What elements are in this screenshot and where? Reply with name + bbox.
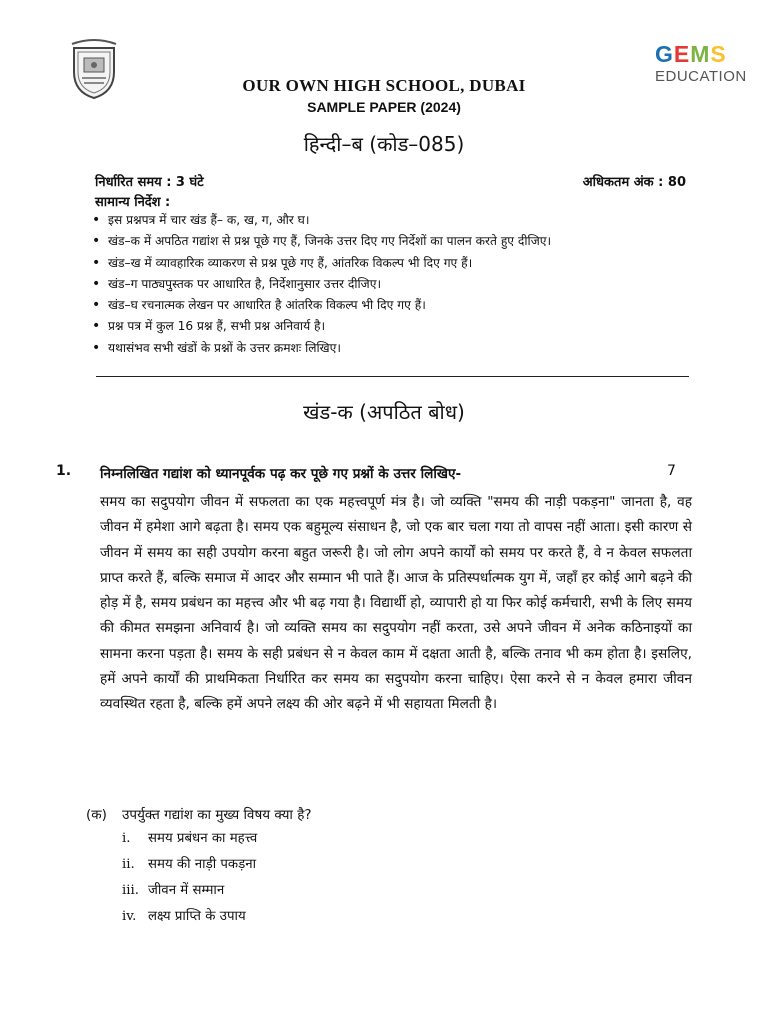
option-number: i. [122,831,131,846]
option-item [122,904,257,930]
option-text: समय की नाड़ी पकड़ना [148,857,257,872]
option-text: समय प्रबंधन का महत्त्व [148,831,258,846]
option-number: iii. [122,883,139,898]
school-name: OUR OWN HIGH SCHOOL, DUBAI [242,76,526,95]
instruction-item: • इस प्रश्नपत्र में चार खंड हैं– क, ख, ग, और घ। [92,210,551,231]
section-title: खंड-क (अपठित बोध) [303,400,465,424]
instruction-item: • प्रश्न पत्र में कुल 16 प्रश्न हैं, सभी प्रश्न अनिवार्य है। [92,316,551,337]
options-list [122,826,257,930]
instruction-item: • यथासंभव सभी खंडों के प्रश्नों के उत्तर क्रमशः लिखिए। [92,338,551,359]
gems-subtitle: EDUCATION [655,68,747,85]
question-text: निम्नलिखित गद्यांश को ध्यानपूर्वक पढ़ कर पूछे गए प्रश्नों के उत्तर लिखिए- [100,466,462,482]
time-allowed: निर्धारित समय : 3 घंटे [95,175,204,190]
gems-wordmark: GEMS [655,41,727,67]
question-number: 1. [56,463,72,479]
option-number: ii. [122,857,135,872]
option-number: iv. [122,909,137,924]
instruction-item: • खंड–घ रचनात्मक लेखन पर आधारित है आंतरिक विकल्प भी दिए गए हैं। [92,295,551,316]
divider-line [96,376,689,377]
instruction-item: • खंड–ख में व्यावहारिक व्याकरण से प्रश्न पूछे गए हैं, आंतरिक विकल्प भी दिए गए हैं। [92,253,551,274]
option-item [122,852,257,878]
subquestion-label: (क) [86,807,107,823]
instruction-item: • खंड–क में अपठित गद्यांश से प्रश्न पूछे गए हैं, जिनके उत्तर दिए गए निर्देशों का पालन करते हुए दीजिए। [92,231,551,252]
subquestion-text: उपर्युक्त गद्यांश का मुख्य विषय क्या है? [122,807,312,823]
instructions-heading: सामान्य निर्देश : [95,195,171,210]
instructions-list [92,210,551,359]
option-text: जीवन में सम्मान [148,883,225,898]
option-item [122,826,257,852]
passage-text: समय का सदुपयोग जीवन में सफलता का एक महत्त्वपूर्ण मंत्र है। जो व्यक्ति "समय की नाड़ी पकड़ना" जानता है, वह जीवन में हमेशा आगे बढ़ता है। समय एक बहुमूल्य संसाधन है, जो एक बार चला गया तो वापस नहीं आता। इसी कारण से जीवन में समय का सही उपयोग करना बहुत जरूरी है। जो लोग अपने कार्यों को समय पर करते हैं, वे न केवल सफलता प्राप्त करते हैं, बल्कि समाज में आदर और सम्मान भी पाते हैं। आज के प्रतिस्पर्धात्मक युग में, जहाँ हर कोई आगे बढ़ने की होड़ में है, समय प्रबंधन का महत्त्व और भी बढ़ गया है। विद्यार्थी हो, व्यापारी हो या फिर कोई कर्मचारी, सभी के लिए समय की कीमत समझना अनिवार्य है। जो व्यक्ति समय का सदुपयोग नहीं करता, उसे अपने जीवन में अनेक कठिनाइयों का सामना करना पड़ता है। समय के सही प्रबंधन से न केवल काम में दक्षता आती है, बल्कि तनाव भी कम होता है। इसलिए, हमें अपने कार्यों की प्राथमिकता निर्धारित कर समय का सदुपयोग करना चाहिए। ऐसा करने से न केवल हमारा जीवन व्यवस्थित रहता है, बल्कि हमें अपने लक्ष्य की ओर बढ़ने में भी सहायता मिलती है। [100,494,692,713]
instruction-item: • खंड–ग पाठ्यपुस्तक पर आधारित है, निर्देशानुसार उत्तर दीजिए। [92,274,551,295]
question-marks: 7 [667,463,676,479]
paper-title: SAMPLE PAPER (2024) [307,99,461,115]
option-text: लक्ष्य प्राप्ति के उपाय [148,909,246,924]
maximum-marks: अधिकतम अंक : 80 [582,175,686,190]
subject-title: हिन्दी–ब (कोड–085) [303,132,465,156]
option-item [122,878,257,904]
